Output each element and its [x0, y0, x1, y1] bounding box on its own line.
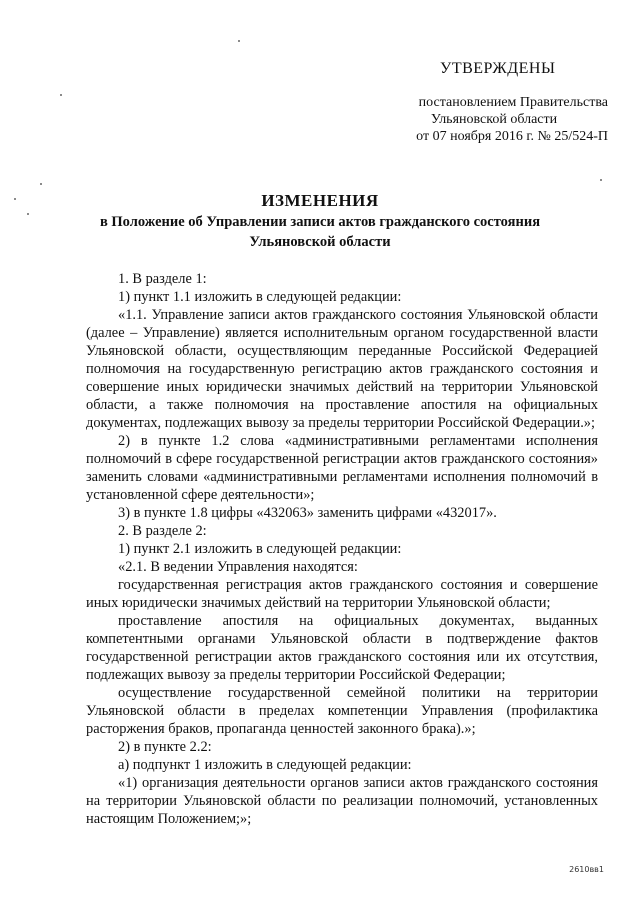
- title-subtitle-line1: в Положение об Управлении записи актов гражданского состояния: [99, 214, 541, 230]
- approval-line-decree: постановлением Правительства: [418, 95, 608, 110]
- paragraph-item-2-1-registration: государственная регистрация актов гражданского состояния и совершение иных юридически значимых действий на территории Ульяновской области;: [86, 577, 598, 611]
- paragraph-section-2: 2. В разделе 2:: [118, 523, 207, 539]
- scan-speck: [14, 198, 16, 200]
- document-title: [70, 190, 570, 252]
- approval-line-region: Ульяновской области: [430, 112, 558, 127]
- paragraph-subitem-a-text: «1) организация деятельности органов записи актов гражданского состояния на территории Ульяновской области по реализации полномочий, установленных настоящим Положением;»;: [86, 775, 598, 827]
- paragraph-item-1-3: 3) в пункте 1.8 цифры «432063» заменить цифрами «432017».: [118, 505, 497, 521]
- scan-speck: [40, 183, 42, 185]
- paragraph-subitem-a: а) подпункт 1 изложить в следующей редакции:: [118, 757, 412, 773]
- paragraph-item-2-1: 1) пункт 2.1 изложить в следующей редакции:: [118, 541, 402, 557]
- paragraph-item-2-2: 2) в пункте 2.2:: [118, 739, 212, 755]
- approval-line-date: от 07 ноября 2016 г. № 25/524-П: [416, 129, 608, 144]
- footer-code: 2610вв1: [569, 865, 604, 874]
- paragraph-item-1-1: 1) пункт 1.1 изложить в следующей редакции:: [118, 289, 402, 305]
- scan-speck: [27, 213, 29, 215]
- paragraph-item-2-1-family-policy: осуществление государственной семейной политики на территории Ульяновской области в пределах компетенции Управления (профилактика расторжения браков, пропаганда ценностей законного брака).»;: [86, 685, 598, 737]
- scan-speck: [238, 40, 240, 42]
- document-body: [86, 270, 598, 828]
- scan-speck: [60, 94, 62, 96]
- paragraph-item-2-1-intro: «2.1. В ведении Управления находятся:: [118, 559, 358, 575]
- title-subtitle-line2: Ульяновской области: [249, 234, 391, 250]
- paragraph-item-1-2: 2) в пункте 1.2 слова «административными регламентами исполнения полномочий в сфере государственной регистрации актов гражданского состояния» заменить словами «административными регламентами исполнения полномочий в установленной сфере деятельности»;: [86, 433, 598, 503]
- paragraph-item-1-1-text: «1.1. Управление записи актов гражданского состояния Ульяновской области (далее – Управление) является исполнительным органом государственной власти Ульяновской области, осуществляющим переданные Российской Федерацией полномочия на государственную регистрацию актов гражданского состояния и совершение иных юридически значимых действий на территории Ульяновской области, а также полномочия на проставление апостиля на официальных документах, подлежащих вывозу за пределы территории Российской Федерации.»;: [86, 307, 598, 431]
- scan-speck: [600, 179, 602, 181]
- title-heading: ИЗМЕНЕНИЯ: [261, 191, 379, 210]
- paragraph-item-2-1-apostille: проставление апостиля на официальных документах, выданных компетентными органами Ульяновской области в подтверждение фактов государственной регистрации актов гражданского состояния или их отсутствия, подлежащих вывозу за пределы территории Российской Федерации;: [86, 613, 598, 683]
- approved-heading: УТВЕРЖДЕНЫ: [440, 60, 556, 77]
- paragraph-section-1: 1. В разделе 1:: [118, 271, 207, 287]
- approval-stamp: [380, 60, 608, 145]
